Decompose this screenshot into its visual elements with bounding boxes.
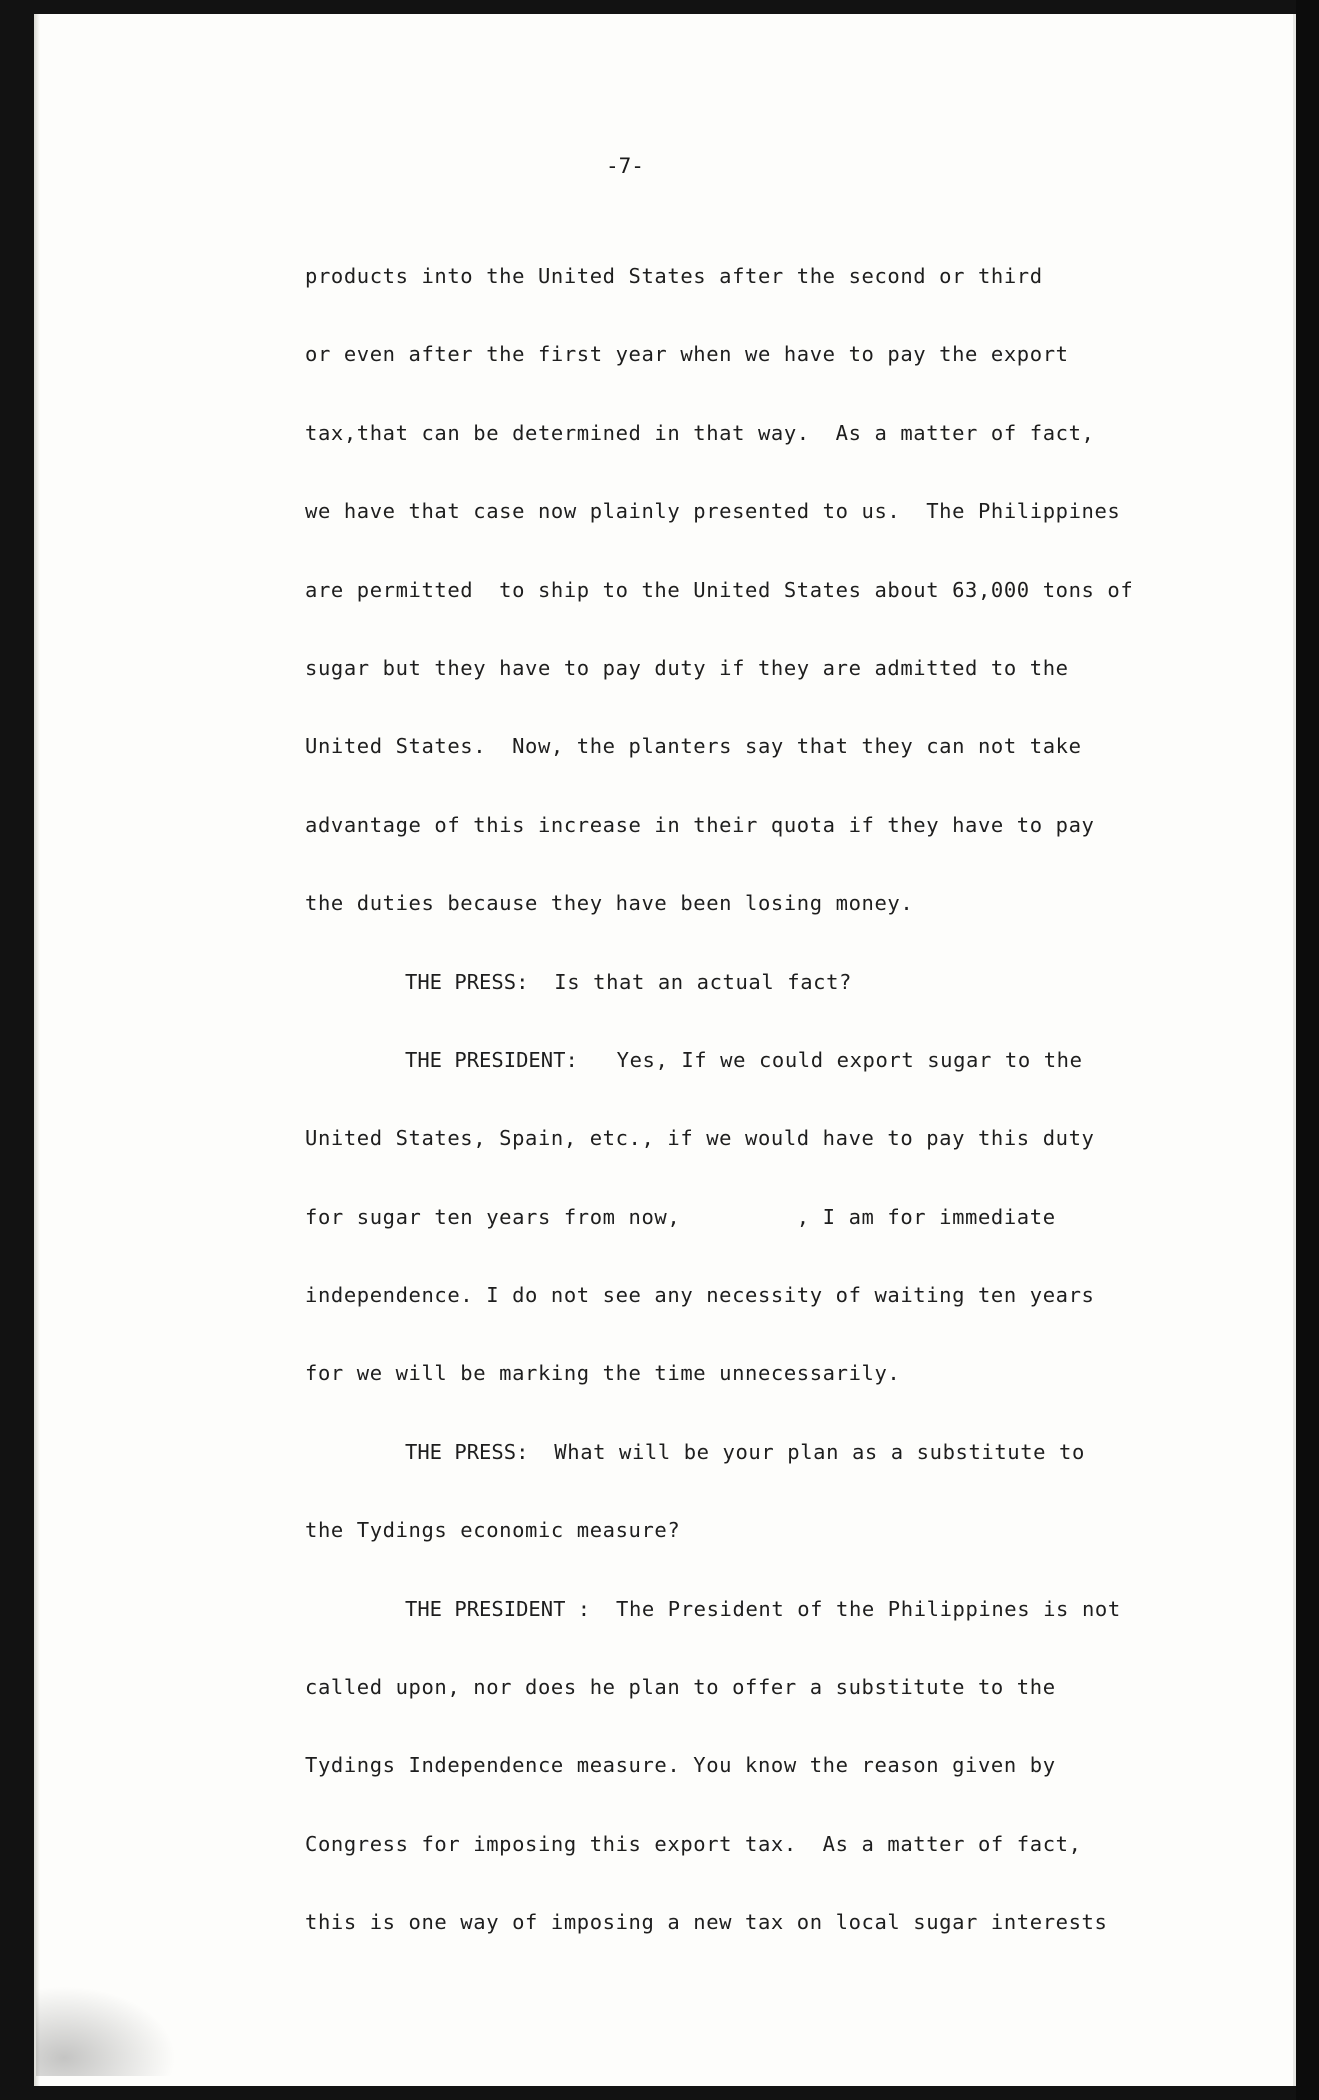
line-text: this is one way of imposing a new tax on local sugar interests: [305, 1910, 1108, 1935]
transcript-line: [305, 1280, 1205, 1358]
line-text: What will be your plan as a substitute to: [528, 1439, 1085, 1464]
line-text: Yes, If we could export sugar to the: [577, 1047, 1083, 1072]
scan-border: [1296, 0, 1319, 2100]
transcript-line: [305, 1437, 1205, 1515]
speaker-label: THE PRESS:: [405, 969, 529, 994]
line-text: United States, Spain, etc., if we would have to pay this duty: [305, 1126, 1095, 1151]
line-text: tax,that can be determined in that way. As a matter of fact,: [305, 420, 1095, 445]
page-number: -7-: [606, 154, 644, 178]
line-text: independence. I do not see any necessity of waiting ten years: [305, 1283, 1095, 1308]
page-edge: [34, 14, 40, 2086]
line-text: are permitted to ship to the United States about 63,000 tons of: [305, 577, 1134, 602]
line-text: Is that an actual fact?: [528, 969, 852, 994]
scan-smudge: [36, 1986, 176, 2076]
line-text: for sugar ten years from now, , I am for immediate: [305, 1204, 1056, 1229]
transcript-line: [305, 1515, 1205, 1593]
line-text: Tydings Independence measure. You know the reason given by: [305, 1753, 1056, 1778]
line-text: we have that case now plainly presented to us. The Philippines: [305, 499, 1121, 524]
transcript-line: [305, 1672, 1205, 1750]
line-text: The President of the Philippines is not: [590, 1596, 1121, 1621]
transcript-line: [305, 261, 1205, 339]
transcript-line: [305, 496, 1205, 574]
transcript-line: [305, 1045, 1205, 1123]
transcript-line: [305, 967, 1205, 1045]
transcript-line: [305, 653, 1205, 731]
transcript-line: [305, 888, 1205, 966]
transcript-line: [305, 339, 1205, 417]
line-text: the duties because they have been losing money.: [305, 891, 914, 916]
speaker-label: THE PRESIDENT:: [405, 1047, 578, 1072]
transcript-line: [305, 810, 1205, 888]
transcript-line: [305, 1358, 1205, 1436]
transcript-line: [305, 418, 1205, 496]
line-text: called upon, nor does he plan to offer a substitute to the: [305, 1675, 1056, 1700]
document-page: [34, 14, 1296, 2086]
transcript-line: [305, 1750, 1205, 1828]
line-text: products into the United States after the second or third: [305, 264, 1043, 288]
transcript-line: [305, 575, 1205, 653]
transcript-body: [305, 261, 1205, 1986]
transcript-line: [305, 1202, 1205, 1280]
transcript-line: [305, 1907, 1205, 1985]
line-text: Congress for imposing this export tax. As a matter of fact,: [305, 1831, 1082, 1856]
line-text: United States. Now, the planters say that they can not take: [305, 734, 1082, 759]
line-text: or even after the first year when we have to pay the export: [305, 342, 1069, 367]
line-text: sugar but they have to pay duty if they are admitted to the: [305, 655, 1069, 680]
line-text: for we will be marking the time unnecessarily.: [305, 1361, 901, 1386]
line-text: advantage of this increase in their quota if they have to pay: [305, 812, 1095, 837]
transcript-line: [305, 1594, 1205, 1672]
transcript-line: [305, 1123, 1205, 1201]
speaker-label: THE PRESIDENT :: [405, 1596, 591, 1621]
transcript-line: [305, 1829, 1205, 1907]
transcript-line: [305, 731, 1205, 809]
line-text: the Tydings economic measure?: [305, 1518, 681, 1543]
speaker-label: THE PRESS:: [405, 1439, 529, 1464]
